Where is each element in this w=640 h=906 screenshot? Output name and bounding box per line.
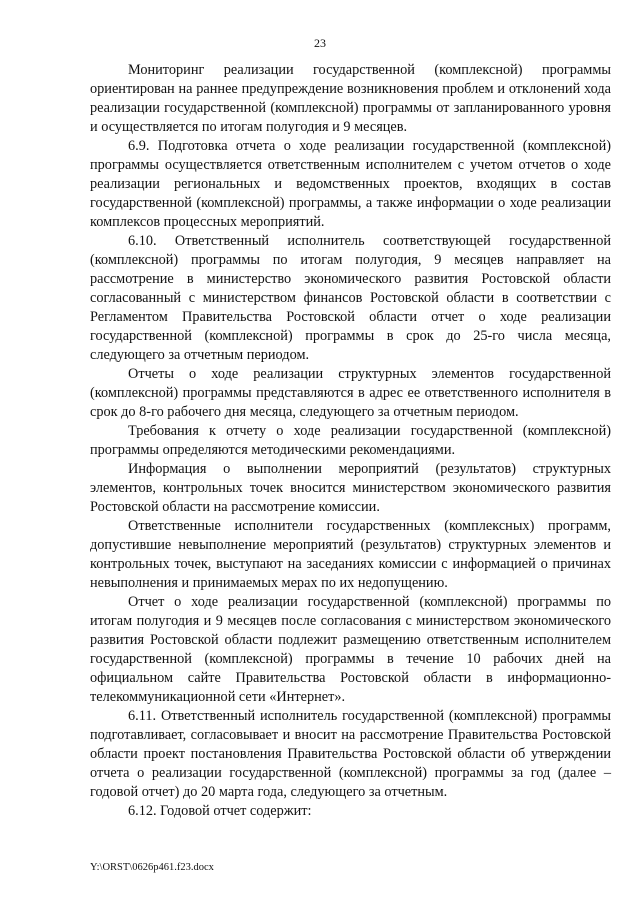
paragraph-6-11: 6.11. Ответственный исполнитель государственной (комплексной) программы подготавливает, согласовывает и вносит на рассмотрение Правительства Ростовской области проект постановления Правительства Ростовской области об утверждении отчета о реализации государственной (комплексной) программы за год (далее – годовой отчет) до 20 марта года, следующего за отчетным. xyxy=(90,708,611,800)
paragraph-6-12: 6.12. Годовой отчет содержит: xyxy=(128,803,312,819)
paragraph-responsible-executors: Ответственные исполнители государственных (комплексных) программ, допустившие невыполнение мероприятий (результатов) структурных элементов и контрольных точек, выступают на заседаниях комиссии с информацией о причинах невыполнения и принимаемых мерах по их недопущению. xyxy=(90,518,611,591)
body-text xyxy=(90,61,611,821)
paragraph-information-submission: Информация о выполнении мероприятий (результатов) структурных элементов, контрольных точек вносится министерством экономического развития Ростовской области на рассмотрение комиссии. xyxy=(90,461,611,515)
footer-file-path: Y:\ORST\0626p461.f23.docx xyxy=(90,862,214,873)
paragraph-structural-reports: Отчеты о ходе реализации структурных элементов государственной (комплексной) программы представляются в адрес ее ответственного исполнителя в срок до 8-го рабочего дня месяца, следующего за отчетным периодом. xyxy=(90,366,611,420)
paragraph-monitoring: Мониторинг реализации государственной (комплексной) программы ориентирован на раннее предупреждение возникновения проблем и отклонений хода реализации государственной (комплексной) программы от запланированного уровня и осуществляется по итогам полугодия и 9 месяцев. xyxy=(90,62,611,135)
paragraph-report-requirements: Требования к отчету о ходе реализации государственной (комплексной) программы определяются методическими рекомендациями. xyxy=(90,423,611,458)
paragraph-report-publication: Отчет о ходе реализации государственной (комплексной) программы по итогам полугодия и 9 месяцев после согласования с министерством экономического развития Ростовской области подлежит размещению ответственным исполнителем государственной (комплексной) программы в течение 10 рабочих дней на официальном сайте Правительства Ростовской области в информационно-телекоммуникационной сети «Интернет». xyxy=(90,594,611,705)
paragraph-6-9: 6.9. Подготовка отчета о ходе реализации государственной (комплексной) программы осуществляется ответственным исполнителем с учетом отчетов о ходе реализации региональных и ведомственных проектов, входящих в состав государственной (комплексной) программы, а также информации о ходе реализации комплексов процессных мероприятий. xyxy=(90,138,611,230)
paragraph-6-10: 6.10. Ответственный исполнитель соответствующей государственной (комплексной) программы по итогам полугодия, 9 месяцев направляет на рассмотрение в министерство экономического развития Ростовской области согласованный с министерством финансов Ростовской области в соответствии с Регламентом Правительства Ростовской области отчет о ходе реализации государственной (комплексной) программы в срок до 25-го числа месяца, следующего за отчетным периодом. xyxy=(90,233,611,363)
page-number: 23 xyxy=(314,36,326,50)
